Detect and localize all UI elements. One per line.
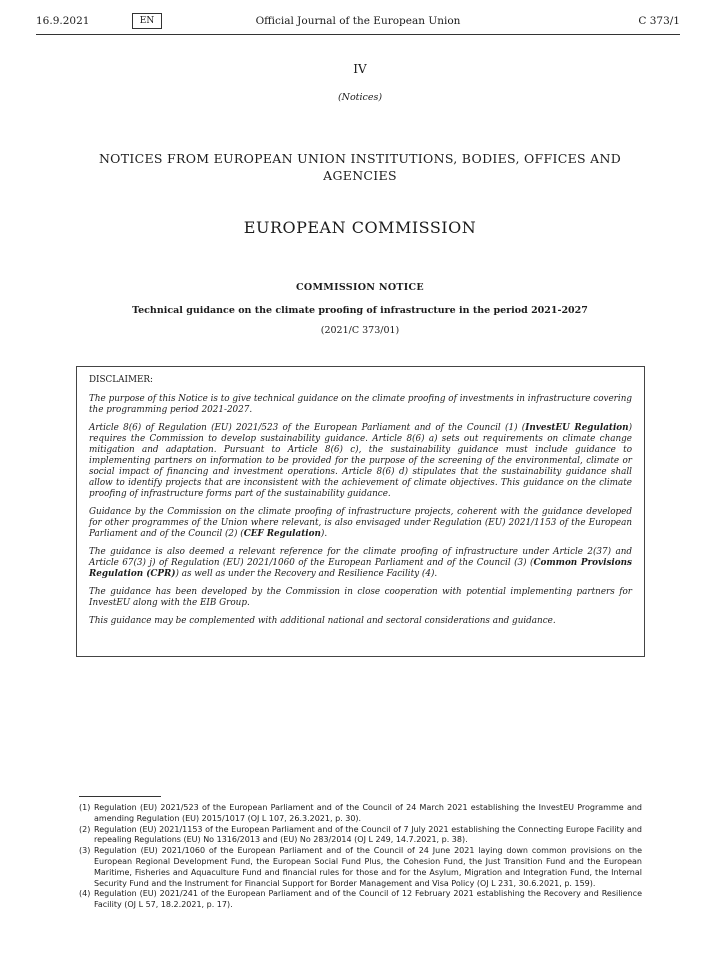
paragraph-text: Guidance by the Commission on the climate proofing of infrastructure projects, coherent with the guidance developed for other programmes of the Union where relevant, is also envisaged under Regulation (EU) 2021/1153 of the European Parliament and of the Council ( bbox=[89, 507, 632, 539]
paragraph-text: Article 8(6) of Regulation (EU) 2021/523 of the European Parliament and of the Council ( bbox=[89, 423, 509, 433]
footnote-ref: 3 bbox=[517, 558, 524, 568]
part-label: (Notices) bbox=[337, 92, 383, 103]
language-badge: EN bbox=[132, 13, 162, 29]
disclaimer-paragraph: This guidance may be complemented with additional national and sectoral considerations and guidance. bbox=[89, 616, 556, 626]
regulation-short-name: CEF Regulation bbox=[243, 529, 321, 539]
notice-reference: (2021/C 373/01) bbox=[320, 325, 400, 336]
part-number: IV bbox=[353, 62, 367, 76]
journal-title: Official Journal of the European Union bbox=[255, 15, 461, 27]
disclaimer-paragraph: Guidance by the Commission on the climate proofing of infrastructure projects, coherent with the guidance developed for other programmes of the Union where relevant, is also envisaged under Regulation (EU) 2021/1153 of the European Parliament and of the Council (2) (CEF Regulation). bbox=[89, 507, 632, 539]
institution-heading: EUROPEAN COMMISSION bbox=[243, 218, 477, 237]
footnote-text: Regulation (EU) 2021/1060 of the European Parliament and of the Council of 24 June 2021 laying down common provisions on the European Regional Development Fund, the European Social Fund Plus, the Cohesion Fund, the Just Transition Fund and the European Maritime, Fisheries and Aquaculture Fund and financial rules for those and for the Asylum, Migration and Integration Fund, the Internal Security Fund and the Instrument for Financial Support for Border Management and Visa Policy (OJ L 231, 30.6.2021, p. 159). bbox=[94, 846, 642, 888]
paragraph-text: as well as under the Recovery and Resilience Facility ( bbox=[181, 569, 426, 579]
header-rule bbox=[36, 34, 680, 35]
footnote-text: Regulation (EU) 2021/523 of the European Parliament and of the Council of 24 March 2021 establishing the InvestEU Programme and amending Regulation (EU) 2015/1017 (OJ L 107, 26.3.2021, p. 30). bbox=[94, 803, 642, 823]
notice-title: Technical guidance on the climate proofing of infrastructure in the period 2021-2027 bbox=[132, 305, 588, 316]
footnote-ref: 1 bbox=[508, 423, 515, 433]
disclaimer-box bbox=[76, 366, 645, 657]
regulation-short-name: InvestEU Regulation bbox=[525, 423, 629, 433]
footnote bbox=[79, 889, 642, 911]
footnote bbox=[79, 803, 642, 825]
notices-heading: NOTICES FROM EUROPEAN UNION INSTITUTIONS, BODIES, OFFICES AND AGENCIES bbox=[98, 151, 622, 183]
footnote-text: Regulation (EU) 2021/1153 of the European Parliament and of the Council of 7 July 2021 establishing the Connecting Europe Facility and repealing Regulations (EU) No 1316/2013 and (EU) No 283/2014 (OJ L 249, 14.7.2021, p. 38). bbox=[94, 824, 642, 845]
footnote-marker: (1) bbox=[79, 803, 91, 812]
regulation-short-name: Common Provisions Regulation (CPR) bbox=[89, 558, 632, 579]
footnote bbox=[79, 825, 642, 847]
footnote bbox=[79, 846, 642, 889]
page-header bbox=[36, 13, 680, 33]
publication-date: 16.9.2021 bbox=[36, 15, 90, 27]
disclaimer-paragraph: The purpose of this Notice is to give technical guidance on the climate proofing of investments in infrastructure covering the programming period 2021-2027. bbox=[89, 394, 632, 415]
footnote-rule bbox=[79, 796, 161, 797]
paragraph-text: requires the Commission to develop sustainability guidance. Article 8(6) a) sets out requirements on climate change mitigation and adaptation. Pursuant to Article 8(6) c), the sustainability guidance must include guidance to implementing partners on information to be provided for the purpose of the screening of the environmental, climate or social impact of financing and investment operations. Article 8(6) d) stipulates that the sustainability guidance shall allow to identify projects that are inconsistent with the achievement of climate objectives. This guidance on the climate proofing of infrastructure forms part of the sustainability guidance. bbox=[89, 434, 632, 499]
footnote-marker: (4) bbox=[79, 889, 91, 899]
disclaimer-paragraph: The guidance has been developed by the Commission in close cooperation with potential implementing partners for InvestEU along with the EIB Group. bbox=[89, 587, 632, 608]
disclaimer-paragraph: The guidance is also deemed a relevant reference for the climate proofing of infrastructure under Article 2(37) and Article 67(3) j) of Regulation (EU) 2021/1060 of the European Parliament and of the Council (3) (Common Provisions Regulation (CPR)) as well as under the Recovery and Resilience Facility (4). bbox=[89, 547, 632, 579]
footnote-text: Regulation (EU) 2021/241 of the European Parliament and of the Council of 12 February 2021 establishing the Recovery and Resilience Facility (OJ L 57, 18.2.2021, p. 17). bbox=[94, 889, 642, 910]
footnote-ref: 4 bbox=[425, 569, 431, 579]
footnote-ref: 2 bbox=[228, 529, 235, 539]
page-reference: C 373/1 bbox=[638, 15, 680, 27]
disclaimer-heading: DISCLAIMER: bbox=[89, 375, 153, 385]
footnotes bbox=[79, 803, 642, 911]
footnote-marker: (2) bbox=[79, 824, 91, 834]
notice-type: COMMISSION NOTICE bbox=[296, 282, 424, 293]
footnote-marker: (3) bbox=[79, 846, 91, 856]
paragraph-text: The guidance is also deemed a relevant reference for the climate proofing of infrastructure under Article 2(37) and Article 67(3) j) of Regulation (EU) 2021/1060 of the European Parliament and of the Council ( bbox=[89, 547, 632, 568]
disclaimer-paragraph: Article 8(6) of Regulation (EU) 2021/523 of the European Parliament and of the Council (1) (InvestEU Regulation) requires the Commission to develop sustainability guidance. Article 8(6) a) sets out requirements on climate change mitigation and adaptation. Pursuant to Article 8(6) c), the sustainability guidance must include guidance to implementing partners on information to be provided for the purpose of the screening of the environmental, climate or social impact of financing and investment operations. Article 8(6) d) stipulates that the sustainability guidance shall allow to identify projects that are inconsistent with the achievement of climate objectives. This guidance on the climate proofing of infrastructure forms part of the sustainability guidance. bbox=[89, 423, 632, 499]
